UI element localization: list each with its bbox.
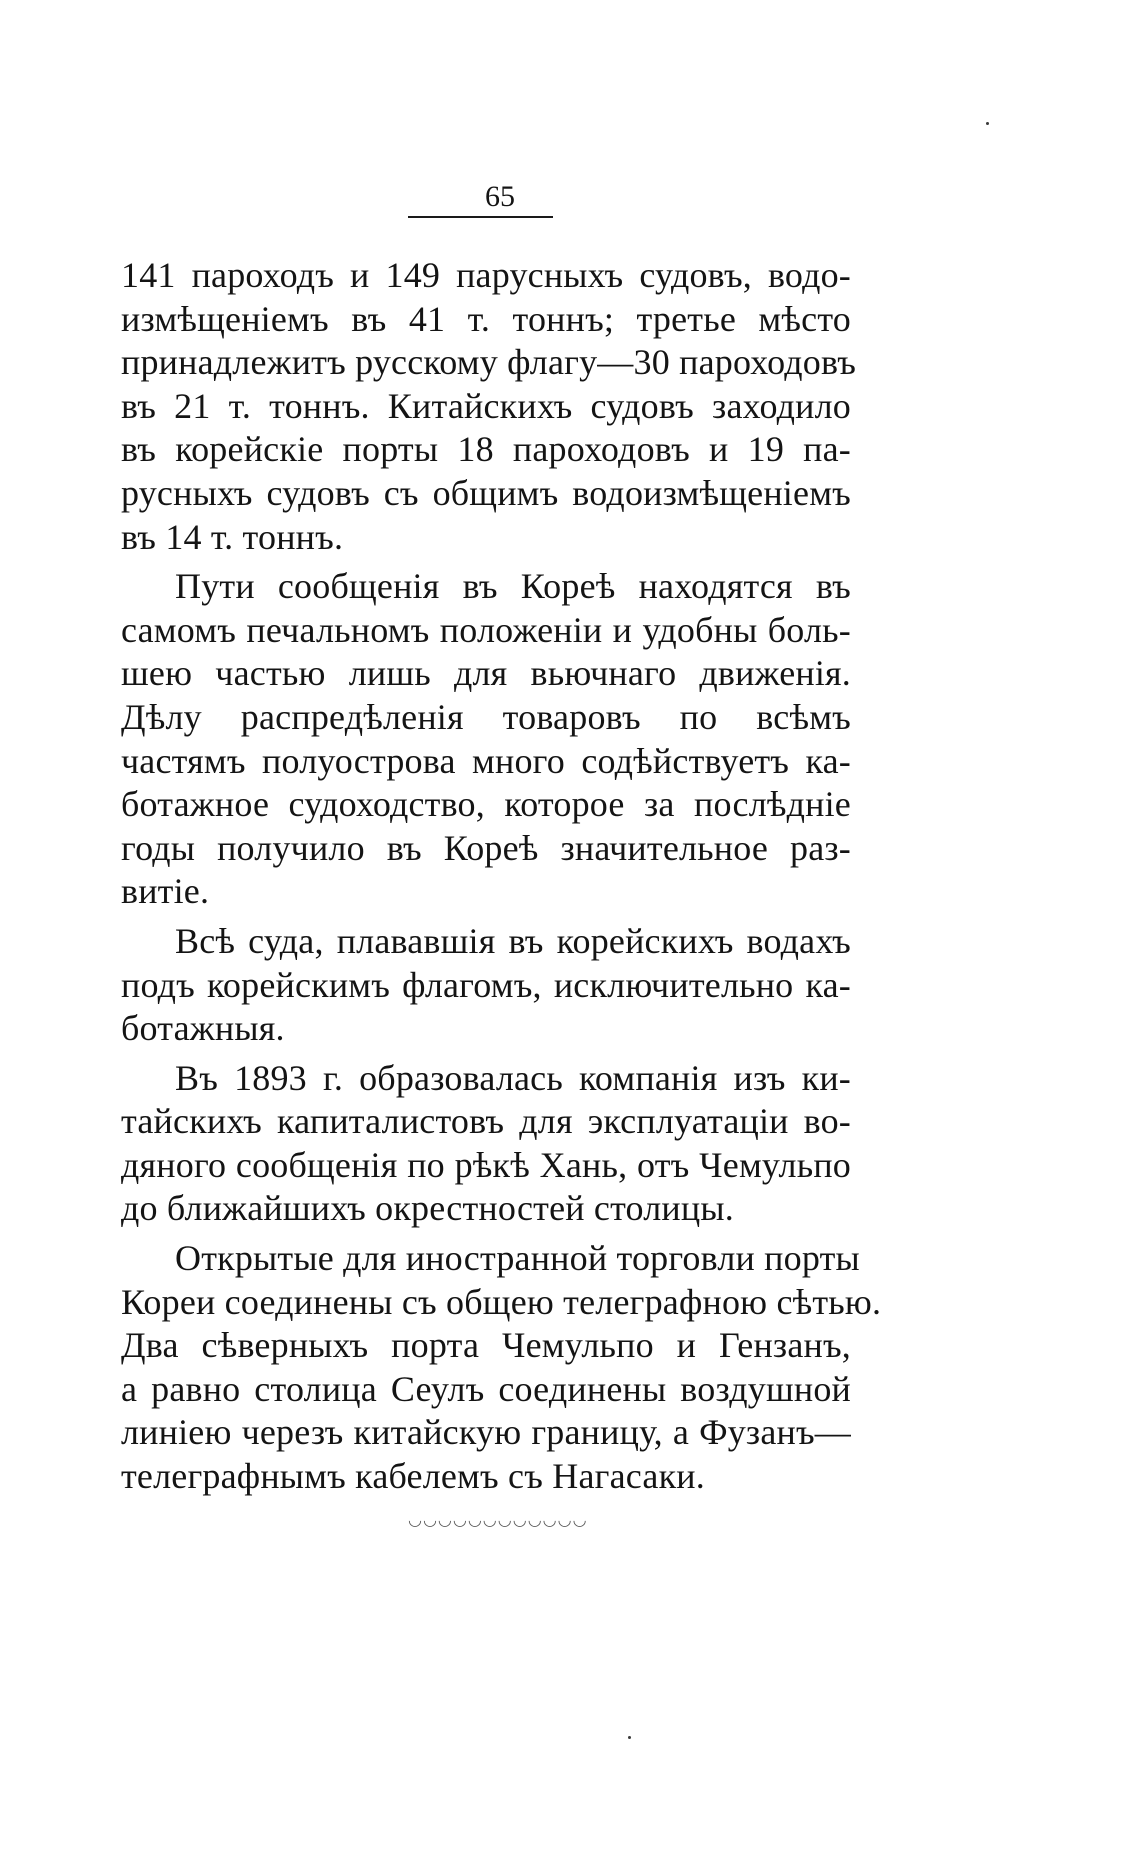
text-line: въ 21 т. тоннъ. Китайскихъ судовъ заходило — [121, 385, 851, 426]
text-line: самомъ печальномъ положеніи и удобны боль- — [121, 609, 851, 650]
text-line: Дѣлу распредѣленія товаровъ по всѣмъ — [121, 696, 851, 737]
paragraph — [121, 565, 851, 914]
text-line: ботажное судоходство, которое за послѣдніе — [121, 784, 851, 825]
text-line: Пути сообщенія въ Кореѣ находятся въ — [175, 566, 851, 607]
text-line: до ближайшихъ окрестностей столицы. — [121, 1188, 734, 1229]
scan-speck — [628, 1736, 631, 1739]
text-line: тайскихъ капиталистовъ для эксплуатаціи во- — [121, 1101, 851, 1142]
paragraph — [121, 254, 857, 559]
text-line: витіе. — [121, 871, 210, 912]
text-line: телеграфнымъ кабелемъ съ Нагасаки. — [121, 1456, 705, 1497]
text-line: Два сѣверныхъ порта Чемульпо и Гензанъ, — [121, 1325, 851, 1366]
text-line: шею частью лишь для вьючнаго движенія. — [121, 653, 851, 694]
text-line: а равно столица Сеулъ соединены воздушной — [121, 1368, 851, 1409]
paragraph — [121, 1057, 851, 1231]
text-line: русныхъ судовъ съ общимъ водоизмѣщеніемъ — [121, 472, 851, 513]
text-line: Открытые для иностранной торговли порты — [175, 1238, 860, 1279]
text-line: Кореи соединены съ общею телеграфною сѣтью. — [121, 1281, 882, 1322]
text-line: въ корейскіе порты 18 пароходовъ и 19 па- — [121, 429, 851, 470]
text-line: линіею черезъ китайскую границу, а Фузанъ— — [121, 1412, 851, 1453]
end-ornament: ◡◡◡◡◡◡◡◡◡◡◡◡ — [408, 1512, 588, 1529]
text-line: Всѣ суда, плававшія въ корейскихъ водахъ — [175, 920, 851, 961]
text-line: годы получило въ Кореѣ значительное раз- — [121, 827, 851, 868]
text-line: измѣщеніемъ въ 41 т. тоннъ; третье мѣсто — [121, 298, 851, 339]
text-line: дяного сообщенія по рѣкѣ Хань, отъ Чемульпо — [121, 1144, 851, 1185]
header-rule — [408, 216, 553, 218]
page-number: 65 — [485, 180, 515, 213]
text-line: Въ 1893 г. образовалась компанія изъ ки- — [175, 1057, 851, 1098]
text-line: ботажныя. — [121, 1008, 285, 1049]
body-text — [121, 254, 882, 1499]
paragraph — [121, 920, 851, 1051]
text-line: 141 пароходъ и 149 парусныхъ судовъ, водо- — [121, 255, 851, 295]
paragraph — [121, 1237, 882, 1499]
text-line: частямъ полуострова много содѣйствуетъ ка- — [121, 740, 851, 781]
scan-speck — [986, 122, 989, 125]
text-line: принадлежитъ русскому флагу—30 пароходовъ — [121, 342, 857, 383]
text-line: въ 14 т. тоннъ. — [121, 516, 344, 557]
text-line: подъ корейскимъ флагомъ, исключительно ка- — [121, 964, 851, 1005]
